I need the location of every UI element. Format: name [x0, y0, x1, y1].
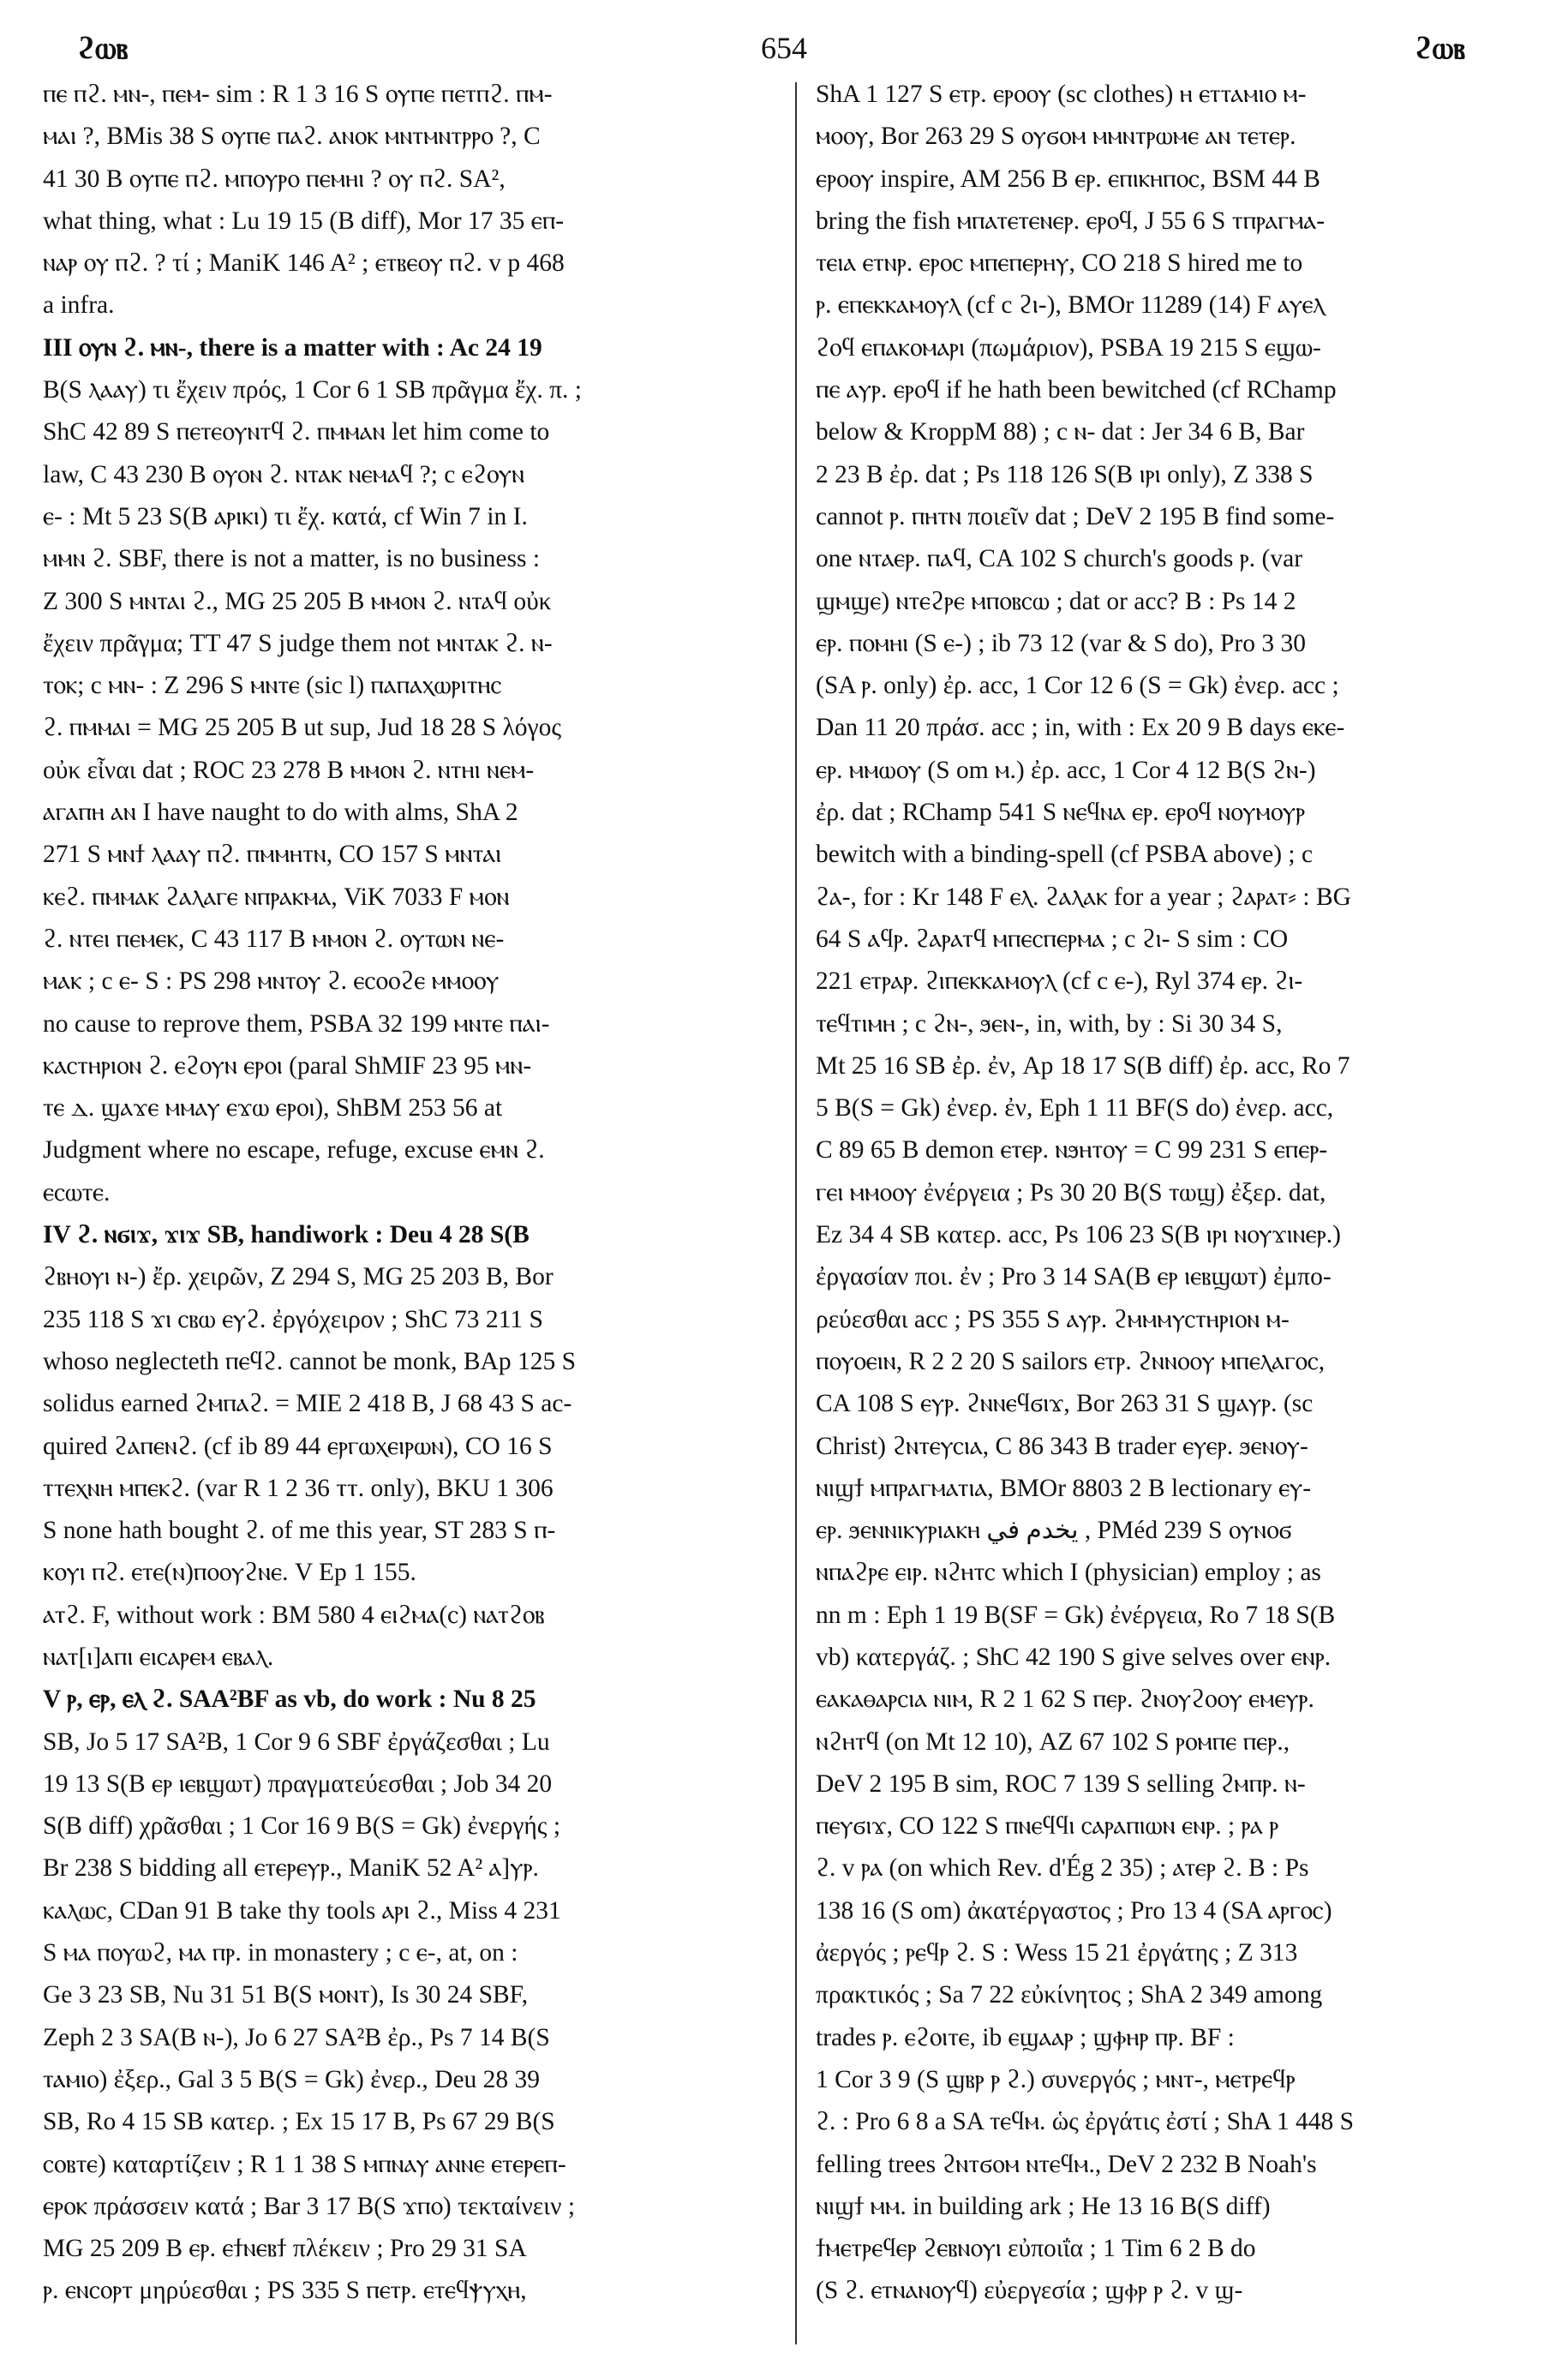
text-line: ρεύεσθαι acc ; PS 355 S ⲁⲩⲣ. ϩⲙⲙⲙⲩⲥⲧⲏⲣⲓⲟⲛ ⲙ- — [816, 1305, 1290, 1333]
text-line: ϩⲃⲏⲟⲩⲓ ⲛ-) ἔρ. χειρῶν, Z 294 S, MG 25 203 B, Bor — [43, 1263, 554, 1291]
text-line: ⲧⲧⲉⲭⲛⲏ ⲙⲡⲉⲕϩ. (var R 1 2 36 ⲧⲧ. only), BKU 1 306 — [43, 1474, 554, 1502]
text-line: ἀεργός ; ⲣⲉϥⲣ ϩ. S : Wess 15 21 ἐργάτης ; Z 313 — [816, 1939, 1298, 1967]
text-line: Br 238 S bidding all ⲉⲧⲉⲣⲉⲩⲣ., ManiK 52 A² ⲁ]ⲩⲣ. — [43, 1854, 539, 1883]
text-line: ⲛⲁⲣ ⲟⲩ ⲡϩ. ? τί ; ManiK 146 A² ; ⲉⲧⲃⲉⲟⲩ ⲡϩ. v p 468 — [43, 249, 565, 278]
text-line: Mt 25 16 SB ἐρ. ἐν, Ap 18 17 S(B diff) ἐρ. acc, Ro 7 — [816, 1051, 1350, 1080]
text-line: SB, Ro 4 15 SB κατερ. ; Ex 15 17 B, Ps 67 29 B(S — [43, 2108, 555, 2136]
text-line: ⲕⲁⲥⲧⲏⲣⲓⲟⲛ ϩ. ⲉϩⲟⲩⲛ ⲉⲣⲟⲓ (paral ShMIF 23 95 ⲙⲛ- — [43, 1051, 532, 1080]
text-line: Dan 11 20 πράσ. acc ; in, with : Ex 20 9 B days ⲉⲕⲉ- — [816, 714, 1345, 742]
text-line: ϩⲟϥ ⲉⲡⲁⲕⲟⲙⲁⲣⲓ (πωμάριον), PSBA 19 215 S ⲉϣⲱ- — [816, 333, 1321, 362]
text-line: S(B diff) χρᾶσθαι ; 1 Cor 16 9 B(S = Gk) ἐνεργής ; — [43, 1812, 561, 1841]
text-line: ⲙⲁⲓ ?, BMis 38 S ⲟⲩⲡⲉ ⲡⲁϩ. ⲁⲛⲟⲕ ⲙⲛⲧⲙⲛⲧⲣⲣⲟ ?, C — [43, 123, 541, 151]
text-line: ⲁⲅⲁⲡⲏ ⲁⲛ I have naught to do with alms, ShA 2 — [43, 799, 518, 827]
text-line: Ez 34 4 SB κατερ. acc, Ps 106 23 S(B ⲓⲣⲓ ⲛⲟⲩϫⲓⲛⲉⲣ.) — [816, 1221, 1341, 1249]
text-line: SB, Jo 5 17 SA²B, 1 Cor 9 6 SBF ἐργάζεσθαι ; Lu — [43, 1727, 550, 1756]
text-line: ⲉ- : Mt 5 23 S(B ⲁⲣⲓⲕⲓ) τι ἔχ. κατά, cf Win 7 in I. — [43, 502, 528, 530]
text-line: one ⲛⲧⲁⲉⲣ. ⲡⲁϥ, CA 102 S church's goods ⲣ. (var — [816, 545, 1303, 573]
text-line: ϩ. ⲛⲧⲉⲓ ⲡⲉⲙⲉⲕ, C 43 117 B ⲙⲙⲟⲛ ϩ. ⲟⲩⲧⲱⲛ ⲛⲉ- — [43, 925, 505, 953]
text-line: CA 108 S ⲉⲩⲣ. ϩⲛⲛⲉϥϭⲓϫ, Bor 263 31 S ϣⲁⲩⲣ. (sc — [816, 1390, 1314, 1418]
text-line: ⲛⲓϣϯ ⲙⲙ. in building ark ; He 13 16 B(S diff) — [816, 2192, 1271, 2220]
text-line: ⲣ. ⲉⲛⲥⲟⲣⲧ μηρύεσθαι ; PS 335 S ⲡⲉⲧⲣ. ⲉⲧⲉϥⲯⲩⲭⲏ, — [43, 2277, 527, 2305]
text-line: Ge 3 23 SB, Nu 31 51 B(S ⲙⲟⲛⲧ), Is 30 24 SBF, — [43, 1981, 529, 2009]
text-line: ShC 42 89 S ⲡⲉⲧⲉⲟⲩⲛⲧϥ ϩ. ⲡⲙⲙⲁⲛ let him come to — [43, 418, 550, 446]
text-line: ϩ. ⲡⲙⲙⲁⲓ = MG 25 205 B ut sup, Jud 18 28 S λόγος — [43, 714, 561, 742]
text-line: 2 23 B ἐρ. dat ; Ps 118 126 S(B ⲓⲣⲓ only), Z 338 S — [816, 460, 1314, 488]
text-line: solidus earned ϩⲙⲡⲁϩ. = MIE 2 418 B, J 68 43 S ac- — [43, 1390, 572, 1418]
text-line: πρακτικός ; Sa 7 22 εὐκίνητος ; ShA 2 349 among — [816, 1981, 1323, 2009]
text-line: ⲉⲥⲱⲧⲉ. — [43, 1178, 111, 1206]
text-line: 235 118 S ϫⲓ ⲥⲃⲱ ⲉⲩϩ. ἐργόχειρον ; ShC 73 211 S — [43, 1305, 543, 1333]
text-line: 271 S ⲙⲛϯ ⲗⲁⲁⲩ ⲡϩ. ⲡⲙⲙⲏⲧⲛ, CO 157 S ⲙⲛⲧⲁⲓ — [43, 841, 502, 869]
header-headword-right: ϩⲱⲃ — [1414, 31, 1465, 65]
page-number: 654 — [761, 31, 807, 65]
text-line: what thing, what : Lu 19 15 (B diff), Mor 17 35 ⲉⲡ- — [43, 207, 565, 235]
text-line: a infra. — [43, 291, 115, 320]
text-line: ⲛⲁⲧ[ⲓ]ⲁⲡⲓ ⲉⲓⲥⲁⲣⲉⲙ ⲉⲃⲁⲗ. — [43, 1643, 274, 1671]
text-line: ⲉⲁⲕⲁⲑⲁⲣⲥⲓⲁ ⲛⲓⲙ, R 2 1 62 S ⲡⲉⲣ. ϩⲛⲟⲩϩⲟⲟⲩ ⲉⲙⲉⲩⲣ. — [816, 1685, 1314, 1714]
text-line: ⲉⲣⲟⲕ πράσσειν κατά ; Bar 3 17 B(S ϫⲡⲟ) τεκταίνειν ; — [43, 2192, 576, 2220]
text-line: 221 ⲉⲧⲣⲁⲣ. ϩⲓⲡⲉⲕⲕⲁⲙⲟⲩⲗ (cf c ⲉ-), Ryl 374 ⲉⲣ. ϩⲓ- — [816, 967, 1303, 996]
text-line: Judgment where no escape, refuge, excuse ⲉⲙⲛ ϩ. — [43, 1136, 545, 1165]
text-line: S none hath bought ϩ. of me this year, ST 283 S ⲡ- — [43, 1517, 556, 1545]
text-line: ⲥⲟⲃⲧⲉ) καταρτίζειν ; R 1 1 38 S ⲙⲡⲛⲁⲩ ⲁⲛⲛⲉ ⲉⲧⲉⲣⲉⲡ- — [43, 2150, 566, 2178]
text-line: (SA ⲣ. only) ἐρ. acc, 1 Cor 12 6 (S = Gk) ἐνερ. acc ; — [816, 672, 1339, 700]
text-line: ἐρ. dat ; RChamp 541 S ⲛⲉϥⲛⲁ ⲉⲣ. ⲉⲣⲟϥ ⲛⲟⲩⲙⲟⲩⲣ — [816, 799, 1306, 827]
text-line: vb) κατεργάζ. ; ShC 42 190 S give selves over ⲉⲛⲣ. — [816, 1643, 1332, 1671]
text-line: C 89 65 B demon ⲉⲧⲉⲣ. ⲛϧⲏⲧⲟⲩ = C 99 231 S ⲉⲡⲉⲣ- — [816, 1136, 1328, 1165]
text-line: felling trees ϩⲛⲧϭⲟⲙ ⲛⲧⲉϥⲙ., DeV 2 232 B Noah's — [816, 2150, 1317, 2178]
text-line: 19 13 S(B ⲉⲣ ⲓⲉⲃϣⲱⲧ) πραγματεύεσθαι ; Job 34 20 — [43, 1769, 553, 1798]
text-line: 64 S ⲁϥⲣ. ϩⲁⲣⲁⲧϥ ⲙⲡⲉⲥⲡⲉⲣⲙⲁ ; c ϩⲓ- S sim : CO — [816, 925, 1289, 953]
text-line: law, C 43 230 B ⲟⲩⲟⲛ ϩ. ⲛⲧⲁⲕ ⲛⲉⲙⲁϥ ?; c ⲉϩⲟⲩⲛ — [43, 460, 525, 488]
text-line: cannot ⲣ. ⲡⲏⲧⲛ ποιεῖν dat ; DeV 2 195 B find some- — [816, 502, 1335, 530]
text-line: trades ⲣ. ⲉϩⲟⲓⲧⲉ, ib ⲉϣⲁⲁⲣ ; ϣⲫⲏⲣ ⲡⲣ. BF : — [816, 2023, 1235, 2051]
text-line: ⲕⲁⲗⲱⲥ, CDan 91 B take thy tools ⲁⲣⲓ ϩ., Miss 4 231 — [43, 1896, 561, 1925]
text-line: below & KroppM 88) ; c ⲛ- dat : Jer 34 6 B, Bar — [816, 418, 1305, 446]
text-line: ⲛⲓϣϯ ⲙⲡⲣⲁⲅⲙⲁⲧⲓⲁ, BMOr 8803 2 B lectionary ⲉⲩ- — [816, 1474, 1312, 1502]
text-line: ⲧⲉ ⲇ. ϣⲁϫⲉ ⲙⲙⲁⲩ ⲉϫⲱ ⲉⲣⲟⲓ), ShBM 253 56 at — [43, 1094, 503, 1123]
text-line: bewitch with a binding-spell (cf PSBA above) ; c — [816, 841, 1314, 869]
text-line: bring the fish ⲙⲡⲁⲧⲉⲧⲉⲛⲉⲣ. ⲉⲣⲟϥ, J 55 6 S ⲧⲡⲣⲁⲅⲙⲁ- — [816, 207, 1326, 235]
column-divider — [795, 82, 797, 2344]
text-line: ⲙⲟⲟⲩ, Bor 263 29 S ⲟⲩϭⲟⲙ ⲙⲙⲛⲧⲣⲱⲙⲉ ⲁⲛ ⲧⲉⲧⲉⲣ. — [816, 123, 1296, 151]
text-line: 138 16 (S om) ἀκατέργαστος ; Pro 13 4 (SA ⲁⲣⲅⲟⲥ) — [816, 1896, 1332, 1925]
text-line: ⲙⲁⲕ ; c ⲉ- S : PS 298 ⲙⲛⲧⲟⲩ ϩ. ⲉⲥⲟⲟϩⲉ ⲙⲙⲟⲟⲩ — [43, 967, 500, 996]
text-line: DeV 2 195 B sim, ROC 7 139 S selling ϩⲙⲡⲣ. ⲛ- — [816, 1769, 1306, 1798]
text-line: ShA 1 127 S ⲉⲧⲣ. ⲉⲣⲟⲟⲩ (sc clothes) ⲏ ⲉⲧⲧⲁⲙⲓⲟ ⲙ- — [816, 81, 1307, 108]
text-line: ⲡⲟⲩⲟⲉⲓⲛ, R 2 2 20 S sailors ⲉⲧⲣ. ϩⲛⲛⲟⲟⲩ ⲙⲡⲉⲗⲁⲅⲟⲥ, — [816, 1347, 1326, 1375]
text-line: V ⲣ, ⲉⲣ, ⲉⲗ ϩ. SAA²BF as vb, do work : Nu 8 25 — [43, 1685, 536, 1714]
text-line: ϩ. v ⲣⲁ (on which Rev. d'Ég 2 35) ; ⲁⲧⲉⲣ ϩ. B : Ps — [816, 1854, 1309, 1883]
text-line: ⲧⲟⲕ; c ⲙⲛ- : Z 296 S ⲙⲛⲧⲉ (sic l) ⲡⲁⲡⲁⲭⲱⲣⲓⲧⲏⲥ — [43, 672, 502, 700]
text-line: ⲕⲟⲩⲓ ⲡϩ. ⲉⲧⲉ(ⲛ)ⲡⲟⲟⲩϩⲛⲉ. V Ep 1 155. — [43, 1559, 416, 1587]
text-line: MG 25 209 B ⲉⲣ. ⲉϯⲛⲉⲃϯ πλέκειν ; Pro 29 31 SA — [43, 2235, 527, 2263]
text-line: ⲡⲉ ⲁⲩⲣ. ⲉⲣⲟϥ if he hath been bewitched (cf RChamp — [816, 376, 1337, 404]
text-line: ⲧⲁⲙⲓⲟ) ἐξερ., Gal 3 5 B(S = Gk) ἐνερ., Deu 28 39 — [43, 2065, 541, 2093]
text-line: ϩⲁ-, for : Kr 148 F ⲉⲗ. ϩⲁⲗⲁⲕ for a year ; ϩⲁⲣⲁⲧ⸗ : BG — [816, 883, 1351, 911]
text-line: S ⲙⲁ ⲡⲟⲩⲱϩ, ⲙⲁ ⲡⲣ. in monastery ; c ⲉ-, at, on : — [43, 1939, 518, 1967]
text-line: III ⲟⲩⲛ ϩ. ⲙⲛ-, there is a matter with : Ac 24 19 — [43, 333, 542, 362]
text-line: ⲙⲙⲛ ϩ. SBF, there is not a matter, is no business : — [43, 545, 541, 573]
text-line: 5 B(S = Gk) ἐνερ. ἐν, Eph 1 11 BF(S do) ἐνερ. acc, — [816, 1094, 1334, 1123]
text-line: Christ) ϩⲛⲧⲉⲩⲥⲓⲁ, C 86 343 B trader ⲉⲩⲉⲣ. ϧⲉⲛⲟⲩ- — [816, 1432, 1308, 1460]
text-line: ⲉⲣ. ⲡⲟⲙⲏⲓ (S ⲉ-) ; ib 73 12 (var & S do), Pro 3 30 — [816, 629, 1306, 657]
text-line: ⲉⲣ. ϧⲉⲛⲛⲓⲕⲩⲣⲓⲁⲕⲏ يخدم في , PMéd 239 S ⲟⲩⲛⲟϭ — [816, 1517, 1292, 1545]
text-line: whoso neglecteth ⲡⲉϥϩ. cannot be monk, BAp 125 S — [43, 1347, 576, 1375]
text-line: IV ϩ. ⲛϭⲓϫ, ϫⲓϫ SB, handiwork : Deu 4 28 S(B — [43, 1221, 530, 1249]
header-headword-left: ϩⲱⲃ — [77, 31, 129, 65]
running-header — [34, 22, 1534, 74]
text-line: no cause to reprove them, PSBA 32 199 ⲙⲛⲧⲉ ⲡⲁⲓ- — [43, 1009, 550, 1038]
text-line: ⲡⲉ ⲡϩ. ⲙⲛ-, ⲡⲉⲙ- sim : R 1 3 16 S ⲟⲩⲡⲉ ⲡⲉⲧⲡϩ. ⲡⲙ- — [43, 81, 553, 108]
text-line: ⲛⲡⲁϩⲣⲉ ⲉⲓⲣ. ⲛϩⲏⲧⲥ which I (physician) employ ; as — [816, 1559, 1321, 1587]
text-line: ϯⲙⲉⲧⲣⲉϥⲉⲣ ϩⲉⲃⲛⲟⲩⲓ εὐποιΐα ; 1 Tim 6 2 B do — [816, 2235, 1256, 2263]
text-line: nn m : Eph 1 19 B(SF = Gk) ἐνέργεια, Ro 7 18 S(B — [816, 1601, 1336, 1629]
text-line: B(S ⲗⲁⲁⲩ) τι ἔχειν πρός, 1 Cor 6 1 SB πρᾶγμα ἔχ. π. ; — [43, 376, 582, 404]
right-column — [816, 74, 1568, 2353]
text-line: ⲧⲉⲓⲁ ⲉⲧⲛⲣ. ⲉⲣⲟⲥ ⲙⲡⲉⲡⲉⲣⲏⲩ, CO 218 S hired me to — [816, 249, 1303, 278]
text-line: ἐργασίαν ποι. ἐν ; Pro 3 14 SA(B ⲉⲣ ⲓⲉⲃϣⲱⲧ) ἐμπο- — [816, 1263, 1332, 1291]
text-line: ϣⲙϣⲉ) ⲛⲧⲉϩⲣⲉ ⲙⲡⲟⲃⲥⲱ ; dat or acc? B : Ps 14 2 — [816, 587, 1296, 615]
left-column — [43, 74, 797, 2353]
text-line: (S ϩ. ⲉⲧⲛⲁⲛⲟⲩϥ) εὐεργεσία ; ϣⲫⲣ ⲣ ϩ. v ϣ- — [816, 2277, 1243, 2305]
text-line: ⲡⲉⲩϭⲓϫ, CO 122 S ⲡⲛⲉϥϥⲓ ⲥⲁⲣⲁⲡⲓⲱⲛ ⲉⲛⲣ. ; ⲣⲁ ⲣ — [816, 1812, 1279, 1841]
text-line: Zeph 2 3 SA(B ⲛ-), Jo 6 27 SA²B ἐρ., Ps 7 14 B(S — [43, 2023, 550, 2051]
text-line: ⲕⲉϩ. ⲡⲙⲙⲁⲕ ϩⲁⲗⲁⲅⲉ ⲛⲡⲣⲁⲕⲙⲁ, ViK 7033 F ⲙⲟⲛ — [43, 883, 510, 911]
text-line: quired ϩⲁⲡⲉⲛϩ. (cf ib 89 44 ⲉⲣⲅⲱⲭⲉⲓⲣⲱⲛ), CO 16 S — [43, 1432, 553, 1460]
text-line: ⲉⲣⲟⲟⲩ inspire, AM 256 B ⲉⲣ. ⲉⲡⲓⲕⲏⲡⲟⲥ, BSM 44 B — [816, 165, 1320, 193]
text-line: ⲛϩⲏⲧϥ (on Mt 12 10), AZ 67 102 S ⲣⲟⲙⲡⲉ ⲡⲉⲣ., — [816, 1727, 1290, 1756]
text-line: ⲅⲉⲓ ⲙⲙⲟⲟⲩ ἐνέργεια ; Ps 30 20 B(S ⲧⲱϣ) ἐξερ. dat, — [816, 1178, 1326, 1206]
text-line: ϩ. : Pro 6 8 a SA ⲧⲉϥⲙ. ὡς ἐργάτις ἐστί ; ShA 1 448 S — [816, 2108, 1355, 2136]
text-line: 41 30 B ⲟⲩⲡⲉ ⲡϩ. ⲙⲡⲟⲩⲣⲟ ⲡⲉⲙⲏⲓ ? ⲟⲩ ⲡϩ. SA², — [43, 165, 506, 193]
text-line: Z 300 S ⲙⲛⲧⲁⲓ ϩ., MG 25 205 B ⲙⲙⲟⲛ ϩ. ⲛⲧⲁϥ οὐκ — [43, 587, 552, 615]
text-line: οὐκ εἶναι dat ; ROC 23 278 B ⲙⲙⲟⲛ ϩ. ⲛⲧⲏⲓ ⲛⲉⲙ- — [43, 756, 535, 784]
text-line: ⲣ. ⲉⲡⲉⲕⲕⲁⲙⲟⲩⲗ (cf c ϩⲓ-), BMOr 11289 (14) F ⲁⲩⲉⲗ — [816, 291, 1326, 320]
text-line: ⲧⲉϥⲧⲓⲙⲏ ; c ϩⲛ-, ϧⲉⲛ-, in, with, by : Si 30 34 S, — [816, 1009, 1283, 1038]
text-line: ⲁⲧϩ. F, without work : BM 580 4 ⲉⲓϩⲙⲁ(ⲥ) ⲛⲁⲧϩⲟⲃ — [43, 1601, 545, 1629]
text-line: 1 Cor 3 9 (S ϣⲃⲣ ⲣ ϩ.) συνεργός ; ⲙⲛⲧ-, ⲙⲉⲧⲣⲉϥⲣ — [816, 2065, 1296, 2093]
text-line: ⲉⲣ. ⲙⲙⲱⲟⲩ (S om ⲙ.) ἐρ. acc, 1 Cor 4 12 B(S ϩⲛ-) — [816, 756, 1316, 784]
text-line: ἔχειν πρᾶγμα; TT 47 S judge them not ⲙⲛⲧⲁⲕ ϩ. ⲛ- — [43, 629, 553, 657]
